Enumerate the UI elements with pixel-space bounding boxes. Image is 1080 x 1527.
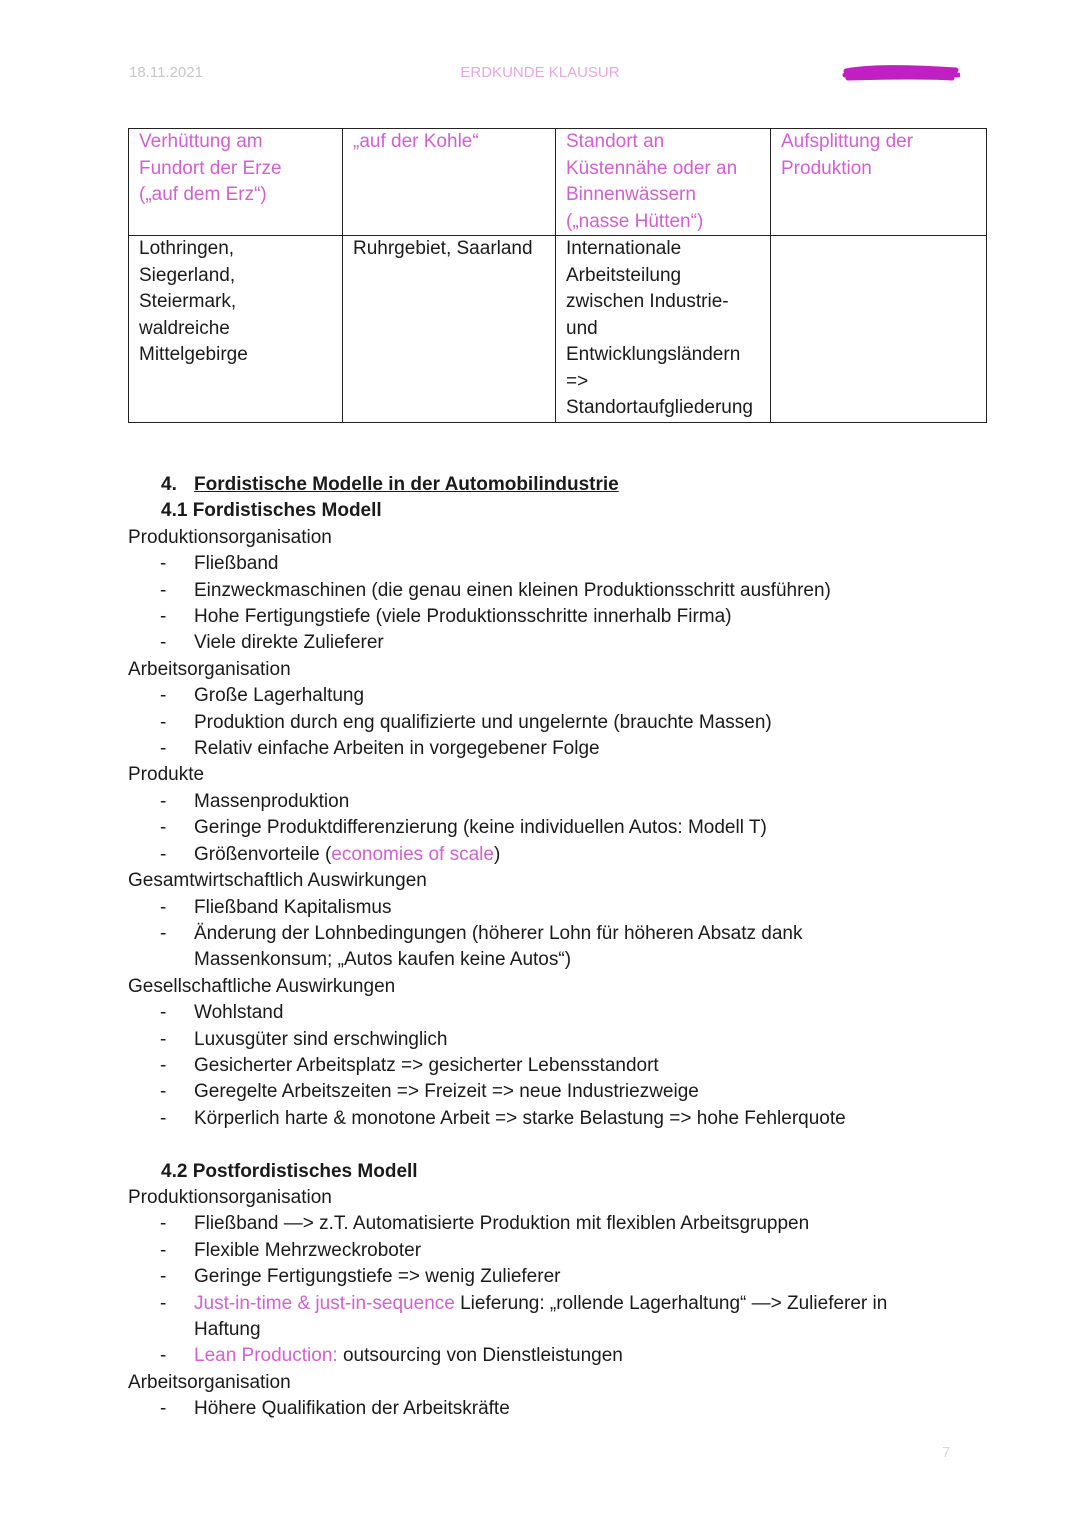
list-item-text: Gesicherter Arbeitsplatz => gesicherter Lebensstandort <box>194 1054 659 1076</box>
list-item-text: Lieferung: „rollende Lagerhaltung“ —> Zulieferer in Haftung <box>194 1292 888 1340</box>
list-item <box>128 710 1008 736</box>
bullet-dash: - <box>160 1239 167 1261</box>
page-number: 7 <box>942 1444 951 1461</box>
table-cell: „auf der Kohle“ <box>343 129 556 236</box>
list-item <box>128 736 1008 762</box>
highlight-term: Lean Production: <box>194 1345 338 1367</box>
table-cell <box>771 236 987 423</box>
bullet-dash: - <box>160 1081 167 1103</box>
bullet-dash: - <box>160 1345 167 1367</box>
table-cell: Ruhrgebiet, Saarland <box>343 236 556 423</box>
list-item-text: Produktion durch eng qualifizierte und ungelernte (brauchte Massen) <box>194 711 772 733</box>
list-item <box>128 1264 1008 1290</box>
category-label: Arbeitsorganisation <box>128 1371 291 1393</box>
table-cell: Standort an Küstennähe oder an Binnenwässern („nasse Hütten“) <box>556 129 771 236</box>
list-item-text: Viele direkte Zulieferer <box>194 632 384 654</box>
bullet-dash: - <box>160 843 167 865</box>
table-row <box>129 129 987 236</box>
category-label: Produktionsorganisation <box>128 1186 332 1208</box>
section-heading <box>161 472 1008 498</box>
category-label: Produkte <box>128 764 205 786</box>
list-item <box>128 551 1008 577</box>
list-item <box>128 1027 1008 1053</box>
bullet-dash: - <box>160 632 167 654</box>
list-item-text: Luxusgüter sind erschwinglich <box>194 1028 448 1050</box>
list-item-text: Fließband —> z.T. Automatisierte Produktion mit flexiblen Arbeitsgruppen <box>194 1213 810 1235</box>
list-item <box>128 895 1008 921</box>
location-table <box>128 128 987 423</box>
section-title: Fordistische Modelle in der Automobilindustrie <box>194 474 619 495</box>
notes-content <box>128 472 1008 1423</box>
list-item-text: Relativ einfache Arbeiten in vorgegebener Folge <box>194 738 600 760</box>
bullet-dash: - <box>160 1398 167 1420</box>
list-item <box>128 604 1008 630</box>
bullet-dash: - <box>160 1266 167 1288</box>
list-item-text: Höhere Qualifikation der Arbeitskräfte <box>194 1398 510 1420</box>
list-item-text: Massenproduktion <box>194 790 350 812</box>
bullet-dash: - <box>160 896 167 918</box>
list-item <box>128 842 1008 868</box>
table-cell: Aufsplittung der Produktion <box>771 129 987 236</box>
list-item-text: Einzweckmaschinen (die genau einen kleinen Produktionsschritt ausführen) <box>194 579 831 601</box>
redaction-scribble <box>842 62 960 82</box>
list-item-text: Flexible Mehrzweckroboter <box>194 1239 422 1261</box>
subsection-title-postfordist: 4.2 Postfordistisches Modell <box>161 1160 418 1182</box>
highlight-term: Just-in-time & just-in-sequence <box>194 1292 455 1314</box>
highlight-term: economies of scale <box>331 843 494 865</box>
list-item-text: ) <box>493 843 501 865</box>
list-item <box>128 815 1008 841</box>
subsection-title-fordist: 4.1 Fordistisches Modell <box>161 500 382 522</box>
list-item <box>128 1000 1008 1026</box>
list-item <box>128 1079 1008 1105</box>
list-item-text: Geregelte Arbeitszeiten => Freizeit => neue Industriezweige <box>194 1081 699 1103</box>
bullet-dash: - <box>160 606 167 628</box>
table-cell: Internationale Arbeitsteilung zwischen Industrie- und Entwicklungsländern => Standortaufgliederung <box>556 236 771 423</box>
list-item <box>128 789 1008 815</box>
section-number: 4. <box>161 474 177 495</box>
list-item <box>128 1291 1008 1344</box>
bullet-dash: - <box>160 685 167 707</box>
list-item-text: Geringe Fertigungstiefe => wenig Zulieferer <box>194 1266 561 1288</box>
list-item-text: Geringe Produktdifferenzierung (keine individuellen Autos: Modell T) <box>194 817 767 839</box>
list-item <box>128 1106 1008 1132</box>
bullet-dash: - <box>160 1107 167 1129</box>
list-item <box>128 683 1008 709</box>
bullet-dash: - <box>160 1054 167 1076</box>
bullet-dash: - <box>160 1002 167 1024</box>
bullet-dash: - <box>160 1028 167 1050</box>
list-item-text: Fließband Kapitalismus <box>194 896 392 918</box>
header-title: ERDKUNDE KLAUSUR <box>460 64 620 81</box>
category-label: Arbeitsorganisation <box>128 658 291 680</box>
header-date: 18.11.2021 <box>129 64 203 81</box>
list-item-text: Körperlich harte & monotone Arbeit => starke Belastung => hohe Fehlerquote <box>194 1107 846 1129</box>
bullet-dash: - <box>160 790 167 812</box>
category-label: Gesamtwirtschaftlich Auswirkungen <box>128 870 427 892</box>
list-item <box>128 1396 1008 1422</box>
list-item-text: Große Lagerhaltung <box>194 685 365 707</box>
list-item <box>128 1211 1008 1237</box>
bullet-dash: - <box>160 1292 167 1314</box>
list-item <box>128 921 1008 974</box>
category-label: Gesellschaftliche Auswirkungen <box>128 975 396 997</box>
list-item <box>128 578 1008 604</box>
bullet-dash: - <box>160 922 167 944</box>
table-row <box>129 236 987 423</box>
list-item <box>128 1343 1008 1369</box>
list-item-text: outsourcing von Dienstleistungen <box>337 1345 623 1367</box>
table-cell: Verhüttung am Fundort der Erze („auf dem Erz“) <box>129 129 343 236</box>
list-item <box>128 630 1008 656</box>
list-item-text: Hohe Fertigungstiefe (viele Produktionsschritte innerhalb Firma) <box>194 606 732 628</box>
table-cell: Lothringen, Siegerland, Steiermark, waldreiche Mittelgebirge <box>129 236 343 423</box>
list-item-text: Wohlstand <box>194 1002 284 1024</box>
bullet-dash: - <box>160 553 167 575</box>
bullet-dash: - <box>160 579 167 601</box>
category-label: Produktionsorganisation <box>128 526 332 548</box>
bullet-dash: - <box>160 711 167 733</box>
list-item <box>128 1238 1008 1264</box>
list-item <box>128 1053 1008 1079</box>
bullet-dash: - <box>160 817 167 839</box>
list-item-text: Größenvorteile ( <box>194 843 332 865</box>
list-item-text: Änderung der Lohnbedingungen (höherer Lohn für höheren Absatz dank Massenkonsum; „Autos kaufen keine Autos“) <box>194 922 803 971</box>
bullet-dash: - <box>160 738 167 760</box>
bullet-dash: - <box>160 1213 167 1235</box>
list-item-text: Fließband <box>194 553 279 575</box>
